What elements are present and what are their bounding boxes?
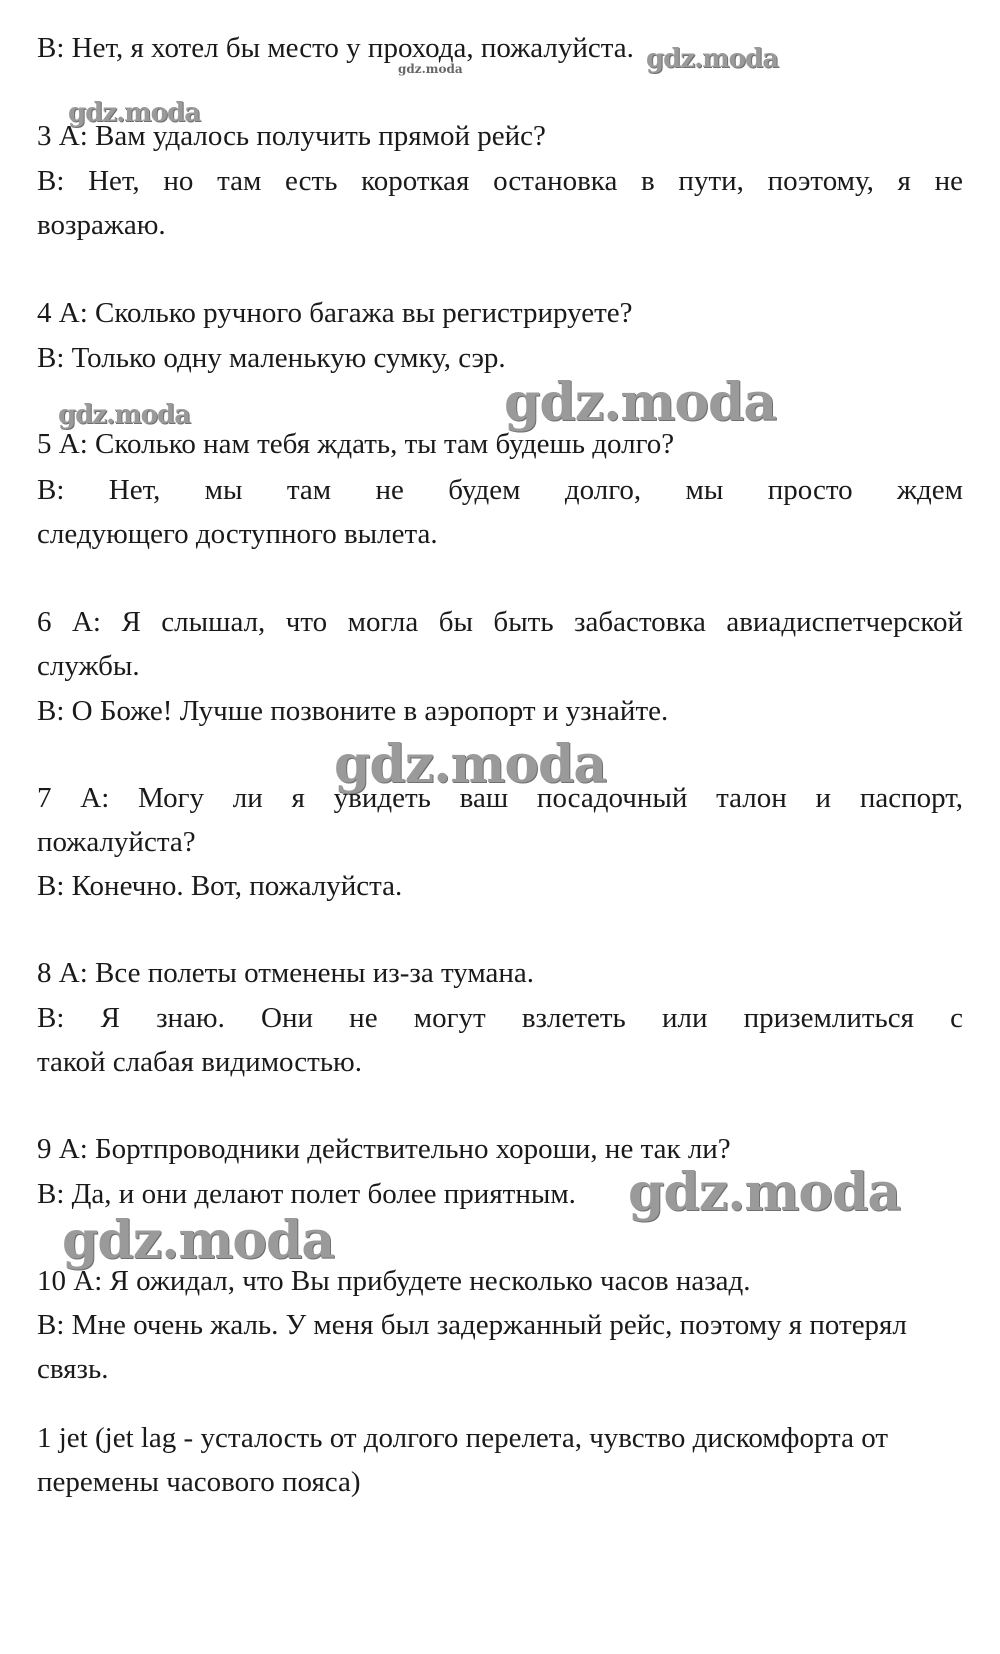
dialogue-3-question: 3 А: Вам удалось получить прямой рейс? (37, 120, 546, 152)
dialogue-6-answer: В: О Боже! Лучше позвоните в аэропорт и узнайте. (37, 695, 669, 727)
dialogue-5-question: 5 А: Сколько нам тебя ждать, ты там будешь долго? (37, 428, 675, 460)
dialogue-9-question: 9 А: Бортпроводники действительно хороши, не так ли? (37, 1133, 731, 1165)
watermark-top-left: gdz.moda (68, 98, 201, 128)
watermark-lower-right: gdz.moda (628, 1162, 901, 1223)
watermark-lower-left: gdz.moda (62, 1210, 335, 1271)
watermark-top-right: gdz.moda (646, 44, 779, 74)
dialogue-3-answer-line-1: В: Нет, но там есть короткая остановка в пути, поэтому, я не (37, 165, 963, 197)
dialogue-7-question-line-2: пожалуйста? (37, 826, 196, 858)
dialogue-6-question-line-1: 6 А: Я слышал, что могла бы быть забастовка авиадиспетчерской (37, 606, 963, 638)
dialogue-8-answer-line-1: В: Я знаю. Они не могут взлететь или приземлиться с (37, 1002, 963, 1034)
dialogue-10-answer-line-2: связь. (37, 1353, 109, 1385)
watermark-tiny: gdz.moda (398, 62, 463, 76)
watermark-center: gdz.moda (334, 734, 607, 795)
note-line-1: 1 jet (jet lag - усталость от долгого перелета, чувство дискомфорта от (37, 1422, 888, 1454)
dialogue-10-question: 10 А: Я ожидал, что Вы прибудете несколько часов назад. (37, 1265, 751, 1297)
dialogue-8-question: 8 А: Все полеты отменены из-за тумана. (37, 957, 535, 989)
note-line-2: перемены часового пояса) (37, 1466, 361, 1498)
dialogue-5-answer-line-2: следующего доступного вылета. (37, 518, 438, 550)
dialogue-7-answer: В: Конечно. Вот, пожалуйста. (37, 870, 403, 902)
dialogue-8-answer-line-2: такой слабая видимостью. (37, 1046, 362, 1078)
dialogue-4-answer: В: Только одну маленькую сумку, сэр. (37, 342, 506, 374)
dialogue-4-question: 4 А: Сколько ручного багажа вы регистрируете? (37, 297, 633, 329)
dialogue-5-answer-line-1: В: Нет, мы там не будем долго, мы просто ждем (37, 474, 963, 506)
dialogue-10-answer-line-1: В: Мне очень жаль. У меня был задержанный рейс, поэтому я потерял (37, 1309, 907, 1341)
dialogue-9-answer: В: Да, и они делают полет более приятным. (37, 1178, 576, 1210)
dialogue-3-answer-line-2: возражаю. (37, 209, 166, 241)
watermark-left-2: gdz.moda (58, 400, 191, 430)
dialogue-2-answer: В: Нет, я хотел бы место у прохода, пожалуйста. (37, 32, 634, 64)
dialogue-7-question-line-1: 7 А: Могу ли я увидеть ваш посадочный талон и паспорт, (37, 782, 963, 814)
watermark-mid-right: gdz.moda (504, 372, 777, 433)
dialogue-6-question-line-2: службы. (37, 650, 140, 682)
